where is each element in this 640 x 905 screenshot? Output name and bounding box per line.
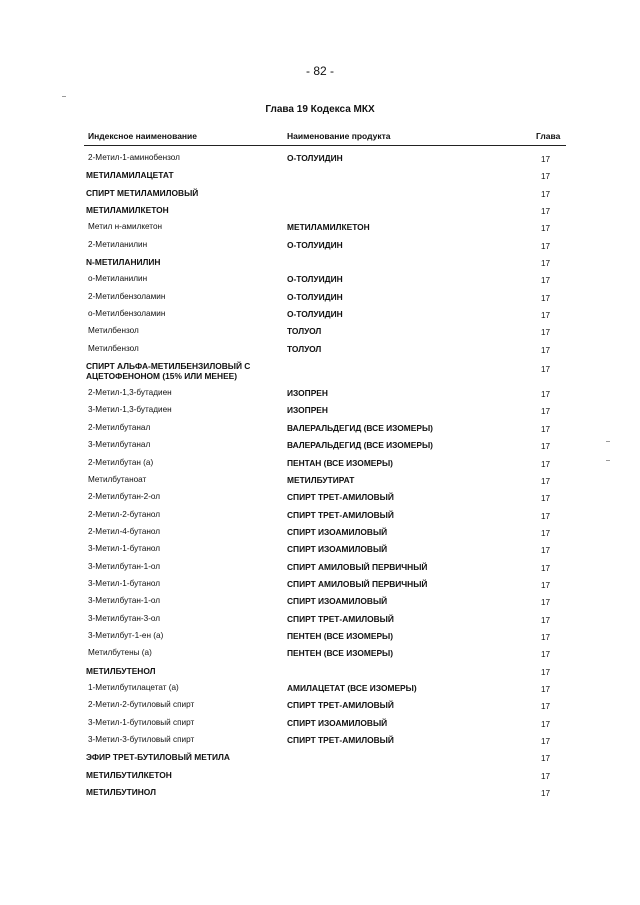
- column-header-product-name: Наименование продукта: [287, 131, 391, 141]
- product-name-cell: О-ТОЛУИДИН: [287, 291, 343, 302]
- table-row: [0, 203, 640, 220]
- page-number: - 82 -: [305, 64, 334, 78]
- table-row: [0, 403, 640, 420]
- table-row: [0, 290, 640, 307]
- chapter-cell: 17: [541, 546, 551, 556]
- table-row: [0, 490, 640, 507]
- table-row: [0, 168, 640, 185]
- table-row: [0, 456, 640, 473]
- index-name-cell: 3-Метилбут-1-ен (а): [88, 630, 164, 640]
- index-name-cell: СПИРТ МЕТИЛАМИЛОВЫЙ: [86, 187, 199, 198]
- index-name-cell: 2-Метилбензоламин: [88, 291, 166, 301]
- index-name-cell: ЭФИР ТРЕТ-БУТИЛОВЫЙ МЕТИЛА: [86, 752, 230, 763]
- table-row: [0, 768, 640, 785]
- index-name-cell: 2-Метилбутан-2-ол: [88, 492, 161, 502]
- table-row: [0, 359, 640, 386]
- index-name-cell: Метил н-амилкетон: [88, 222, 163, 232]
- chapter-cell: 17: [541, 345, 551, 355]
- chapter-cell: 17: [541, 494, 551, 504]
- chapter-cell: 17: [541, 528, 551, 538]
- table-row: [0, 681, 640, 698]
- product-name-cell: МЕТИЛБУТИРАТ: [287, 474, 355, 485]
- product-name-cell: ПЕНТАН (ВСЕ ИЗОМЕРЫ): [287, 457, 393, 468]
- index-name-cell: 3-Метилбутан-3-ол: [88, 613, 161, 623]
- table-row: [0, 255, 640, 272]
- table-row: [0, 307, 640, 324]
- chapter-cell: 17: [541, 207, 551, 217]
- index-name-cell: 2-Метил-1,3-бутадиен: [88, 388, 172, 398]
- product-name-cell: ТОЛУОЛ: [287, 326, 322, 337]
- chapter-cell: 17: [541, 476, 551, 486]
- product-name-cell: СПИРТ АМИЛОВЫЙ ПЕРВИЧНЫЙ: [287, 578, 428, 589]
- index-name-cell: 3-Метил-1-бутанол: [88, 544, 161, 554]
- chapter-cell: 17: [541, 259, 551, 269]
- index-name-cell: 3-Метилбутанал: [88, 440, 151, 450]
- chapter-cell: 17: [541, 276, 551, 286]
- table-row: [0, 386, 640, 403]
- chapter-cell: 17: [541, 241, 551, 251]
- index-name-cell: МЕТИЛБУТИНОЛ: [86, 787, 156, 798]
- table-row: [0, 612, 640, 629]
- product-name-cell: ТОЛУОЛ: [287, 343, 322, 354]
- index-name-cell: 3-Метилбутан-1-ол: [88, 596, 161, 606]
- index-name-cell: 3-Метил-3-бутиловый спирт: [88, 735, 195, 744]
- table-body: [0, 151, 640, 802]
- chapter-cell: 17: [541, 719, 551, 729]
- chapter-cell: 17: [541, 563, 551, 573]
- product-name-cell: СПИРТ ИЗОАМИЛОВЫЙ: [287, 596, 388, 607]
- index-name-cell: 2-Метилбутан (а): [88, 457, 154, 467]
- chapter-cell: 17: [541, 789, 551, 799]
- table-row: [0, 508, 640, 525]
- product-name-cell: СПИРТ ТРЕТ-АМИЛОВЫЙ: [287, 492, 394, 503]
- product-name-cell: СПИРТ ТРЕТ-АМИЛОВЫЙ: [287, 613, 394, 624]
- chapter-cell: 17: [541, 328, 551, 338]
- chapter-cell: 17: [541, 189, 551, 199]
- scan-mark: [606, 460, 610, 461]
- index-name-cell: МЕТИЛАМИЛАЦЕТАТ: [86, 170, 174, 181]
- column-header-chapter: Глава: [536, 131, 561, 141]
- index-name-cell: N-МЕТИЛАНИЛИН: [86, 257, 161, 268]
- product-name-cell: АМИЛАЦЕТАТ (ВСЕ ИЗОМЕРЫ): [287, 682, 417, 693]
- index-name-cell: 2-Метиланилин: [88, 239, 148, 249]
- chapter-cell: 17: [541, 365, 551, 375]
- table-row: [0, 733, 640, 750]
- table-row: [0, 577, 640, 594]
- chapter-cell: 17: [541, 684, 551, 694]
- table-row: [0, 238, 640, 255]
- table-row: [0, 716, 640, 733]
- table-row: [0, 421, 640, 438]
- chapter-cell: 17: [541, 754, 551, 764]
- table-row: [0, 594, 640, 611]
- index-name-cell: 2-Метил-2-бутиловый спирт: [88, 700, 195, 710]
- table-row: [0, 629, 640, 646]
- index-name-cell: 2-Метил-1-аминобензол: [88, 153, 180, 162]
- index-name-cell: 2-Метил-2-бутанол: [88, 509, 161, 519]
- index-name-cell: 1-Метилбутилацетат (а): [88, 682, 179, 692]
- product-name-cell: ИЗОПРЕН: [287, 405, 328, 416]
- table-row: [0, 473, 640, 490]
- product-name-cell: ПЕНТЕН (ВСЕ ИЗОМЕРЫ): [287, 630, 394, 641]
- table-row: [0, 646, 640, 663]
- product-name-cell: СПИРТ ИЗОАМИЛОВЫЙ: [287, 526, 388, 537]
- product-name-cell: О-ТОЛУИДИН: [287, 239, 343, 250]
- table-row: [0, 186, 640, 203]
- table-row: [0, 151, 640, 168]
- product-name-cell: О-ТОЛУИДИН: [287, 309, 343, 320]
- chapter-cell: 17: [541, 702, 551, 712]
- chapter-cell: 17: [541, 459, 551, 469]
- chapter-cell: 17: [541, 598, 551, 608]
- index-name-cell: 2-Метилбутанал: [88, 422, 151, 432]
- product-name-cell: ВАЛЕРАЛЬДЕГИД (ВСЕ ИЗОМЕРЫ): [287, 440, 433, 451]
- chapter-cell: 17: [541, 442, 551, 452]
- index-name-cell: о-Метиланилин: [88, 274, 148, 284]
- product-name-cell: СПИРТ АМИЛОВЫЙ ПЕРВИЧНЫЙ: [287, 561, 428, 572]
- chapter-cell: 17: [541, 293, 551, 303]
- chapter-cell: 17: [541, 580, 551, 590]
- index-name-cell: МЕТИЛБУТЕНОЛ: [86, 665, 156, 676]
- table-row: [0, 220, 640, 237]
- table-row: [0, 785, 640, 802]
- table-row: [0, 750, 640, 767]
- chapter-cell: 17: [541, 390, 551, 400]
- chapter-cell: 17: [541, 155, 551, 164]
- scan-mark: [62, 96, 66, 97]
- table-row: [0, 324, 640, 341]
- product-name-cell: СПИРТ ИЗОАМИЛОВЫЙ: [287, 717, 388, 728]
- chapter-cell: 17: [541, 511, 551, 521]
- index-name-cell: СПИРТ АЛЬФА-МЕТИЛБЕНЗИЛОВЫЙ С АЦЕТОФЕНОНОМ (15% ИЛИ МЕНЕЕ): [86, 361, 251, 382]
- table-row: [0, 664, 640, 681]
- chapter-cell: 17: [541, 172, 551, 182]
- product-name-cell: СПИРТ ТРЕТ-АМИЛОВЫЙ: [287, 700, 394, 711]
- index-name-cell: МЕТИЛАМИЛКЕТОН: [86, 205, 169, 216]
- column-header-index-name: Индексное наименование: [88, 131, 198, 141]
- table-row: [0, 542, 640, 559]
- chapter-cell: 17: [541, 667, 551, 677]
- index-name-cell: 3-Метил-1-бутиловый спирт: [88, 717, 195, 727]
- index-name-cell: Метилбутаноат: [88, 474, 147, 484]
- index-name-cell: о-Метилбензоламин: [88, 309, 166, 319]
- index-name-cell: Метилбензол: [88, 343, 139, 353]
- index-name-cell: МЕТИЛБУТИЛКЕТОН: [86, 769, 172, 780]
- product-name-cell: СПИРТ ИЗОАМИЛОВЫЙ: [287, 544, 388, 555]
- chapter-cell: 17: [541, 737, 551, 746]
- chapter-cell: 17: [541, 615, 551, 625]
- product-name-cell: О-ТОЛУИДИН: [287, 153, 343, 163]
- product-name-cell: ПЕНТЕН (ВСЕ ИЗОМЕРЫ): [287, 648, 394, 659]
- page-title: Глава 19 Кодекса МКХ: [265, 104, 375, 115]
- chapter-cell: 17: [541, 632, 551, 642]
- product-name-cell: ИЗОПРЕН: [287, 388, 328, 399]
- index-name-cell: 2-Метил-4-бутанол: [88, 526, 161, 536]
- product-name-cell: СПИРТ ТРЕТ-АМИЛОВЫЙ: [287, 735, 394, 745]
- chapter-cell: 17: [541, 771, 551, 781]
- chapter-cell: 17: [541, 424, 551, 434]
- table-row: [0, 272, 640, 289]
- product-name-cell: ВАЛЕРАЛЬДЕГИД (ВСЕ ИЗОМЕРЫ): [287, 422, 433, 433]
- chapter-cell: 17: [541, 224, 551, 234]
- index-name-cell: 3-Метил-1-бутанол: [88, 578, 161, 588]
- chapter-cell: 17: [541, 407, 551, 417]
- product-name-cell: СПИРТ ТРЕТ-АМИЛОВЫЙ: [287, 509, 394, 520]
- chapter-cell: 17: [541, 311, 551, 321]
- header-divider: [84, 145, 566, 146]
- product-name-cell: О-ТОЛУИДИН: [287, 274, 343, 285]
- table-row: [0, 438, 640, 455]
- index-name-cell: Метилбензол: [88, 326, 139, 336]
- product-name-cell: МЕТИЛАМИЛКЕТОН: [287, 222, 370, 233]
- index-name-cell: 3-Метил-1,3-бутадиен: [88, 405, 172, 415]
- table-row: [0, 698, 640, 715]
- table-row: [0, 560, 640, 577]
- index-name-cell: 3-Метилбутан-1-ол: [88, 561, 161, 571]
- scan-mark: [606, 441, 610, 442]
- chapter-cell: 17: [541, 650, 551, 660]
- table-row: [0, 342, 640, 359]
- table-row: [0, 525, 640, 542]
- index-name-cell: Метилбутены (а): [88, 648, 152, 658]
